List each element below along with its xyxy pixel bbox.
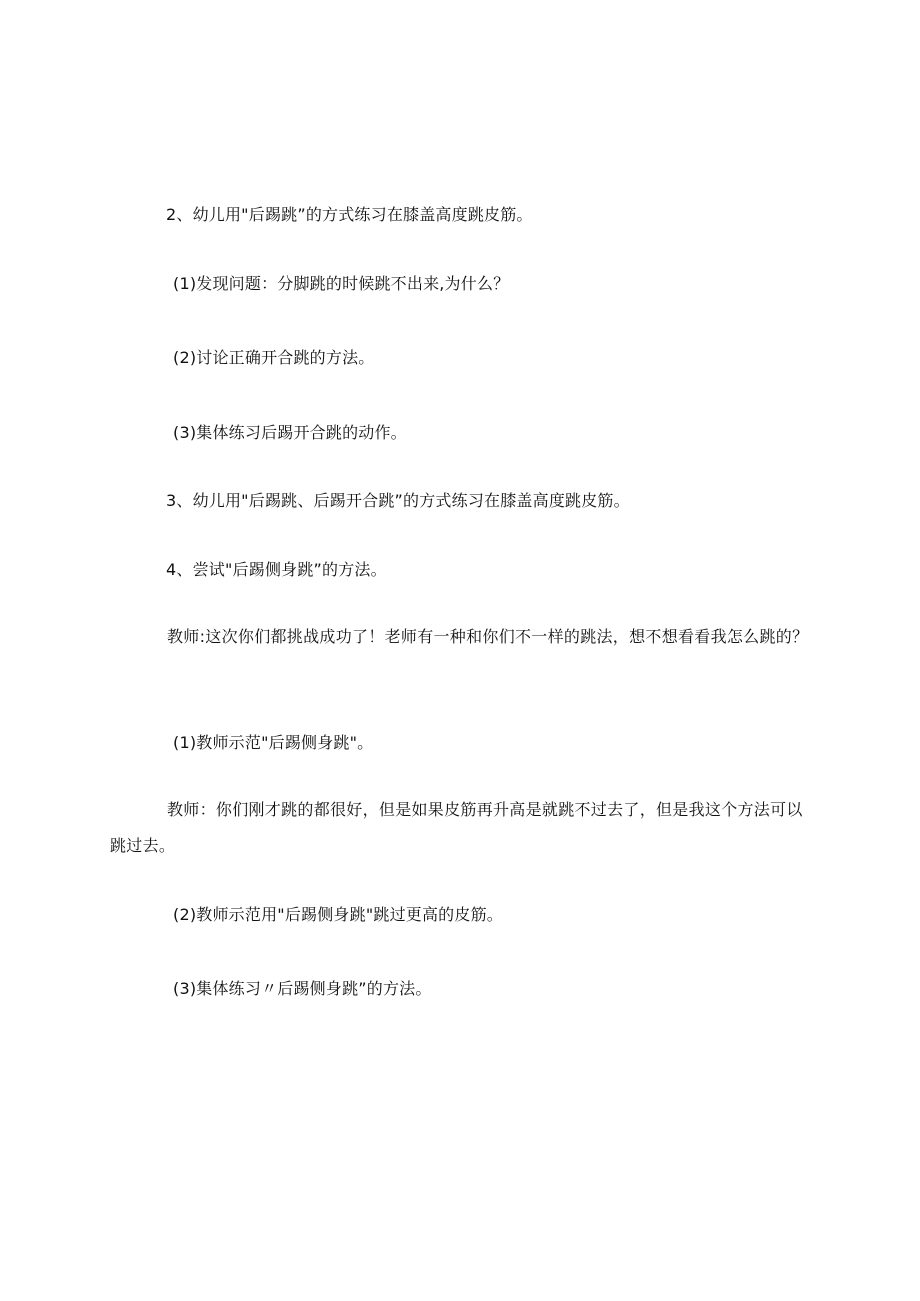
- step-4-item-2: (2)教师示范用"后踢侧身跳"跳过更高的皮筋。: [173, 905, 503, 924]
- step-2-heading: 2、幼儿用"后踢跳”的方式练习在膝盖高度跳皮筋。: [166, 205, 533, 224]
- teacher-dialogue-2: 教师：你们刚才跳的都很好，但是如果皮筋再升高是就跳不过去了，但是我这个方法可以跳过去。: [110, 800, 803, 855]
- teacher-dialogue-1: 教师:这次你们都挑战成功了！老师有一种和你们不一样的跳法，想不想看看我怎么跳的？: [167, 627, 809, 646]
- step-2-item-1: (1)发现问题：分脚跳的时候跳不出来,为什么？: [173, 274, 510, 293]
- step-4-item-3: (3)集体练习〃后踢侧身跳”的方法。: [173, 979, 432, 998]
- step-2-item-3: (3)集体练习后踢开合跳的动作。: [173, 423, 407, 442]
- step-3-heading: 3、幼儿用"后踢跳、后踢开合跳”的方式练习在膝盖高度跳皮筋。: [166, 491, 630, 510]
- step-4-item-1: (1)教师示范"后踢侧身跳"。: [173, 733, 374, 752]
- step-2-item-2: (2)讨论正确开合跳的方法。: [173, 348, 375, 367]
- step-4-heading: 4、尝试"后踢侧身跳”的方法。: [166, 560, 387, 579]
